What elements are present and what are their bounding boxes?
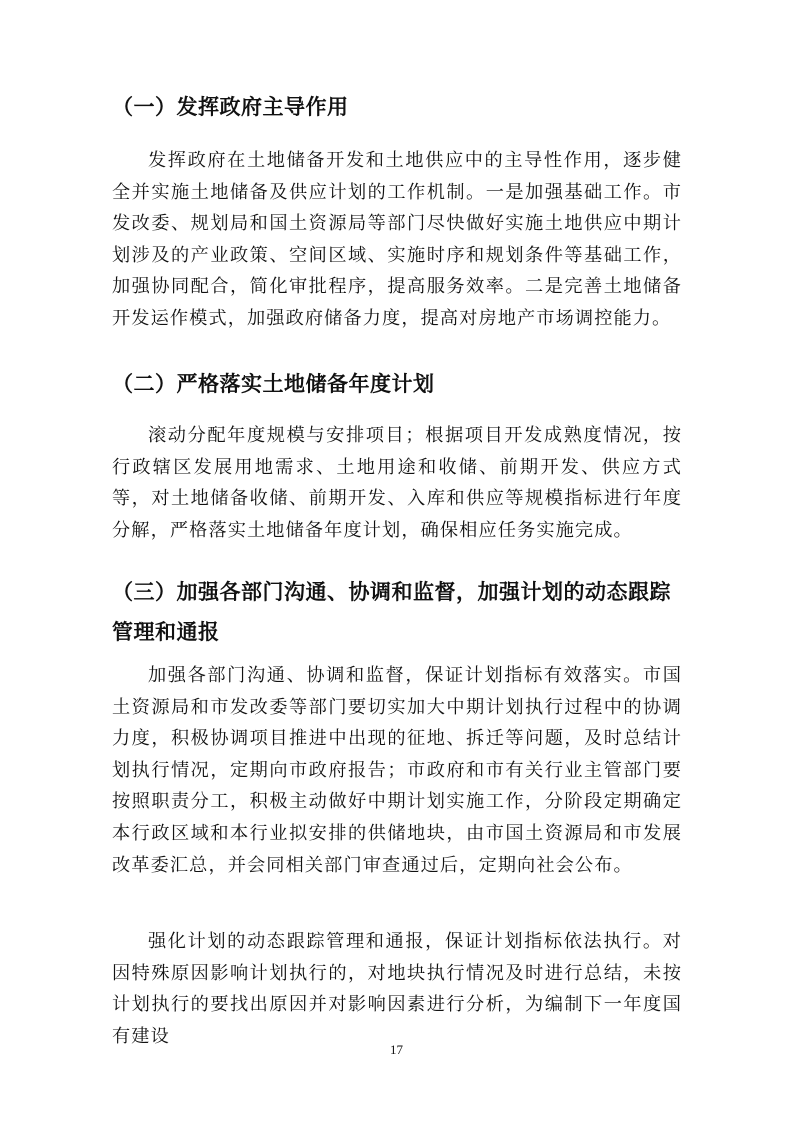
section-3-paragraph-1: 加强各部门沟通、协调和监督，保证计划指标有效落实。市国土资源局和市发改委等部门要切实加大中期计划执行过程中的协调力度，积极协调项目推进中出现的征地、拆迁等问题，及时总结计划执行情况，定期向市政府报告；市政府和市有关行业主管部门要按照职责分工，积极主动做好中期计划实施工作，分阶段定期确定本行政区域和本行业拟安排的供储地块，由市国土资源局和市发展改革委汇总，并会同相关部门审查通过后，定期向社会公布。 [112, 665, 682, 876]
section-3-heading: （三）加强各部门沟通、协调和监督，加强计划的动态跟踪管理和通报 [112, 580, 671, 644]
section-1-paragraph-1: 发挥政府在土地储备开发和土地供应中的主导性作用，逐步健全并实施土地储备及供应计划的工作机制。一是加强基础工作。市发改委、规划局和国土资源局等部门尽快做好实施土地供应中期计划涉及的产业政策、空间区域、实施时序和规划条件等基础工作，加强协同配合，简化审批程序，提高服务效率。二是完善土地储备开发运作模式，加强政府储备力度，提高对房地产市场调控能力。 [112, 150, 682, 329]
section-2-paragraph-1: 滚动分配年度规模与安排项目；根据项目开发成熟度情况，按行政辖区发展用地需求、土地用途和收储、前期开发、供应方式等，对土地储备收储、前期开发、入库和供应等规模指标进行年度分解，严格落实土地储备年度计划，确保相应任务实施完成。 [112, 425, 682, 541]
page-number: 17 [390, 1042, 403, 1057]
section-1-heading: （一）发挥政府主导作用 [112, 95, 349, 119]
section-2-heading: （二）严格落实土地储备年度计划 [112, 372, 435, 396]
section-3-paragraph-2: 强化计划的动态跟踪管理和通报，保证计划指标依法执行。对因特殊原因影响计划执行的，对地块执行情况及时进行总结，未按计划执行的要找出原因并对影响因素进行分析，为编制下一年度国有建设 [112, 931, 682, 1047]
